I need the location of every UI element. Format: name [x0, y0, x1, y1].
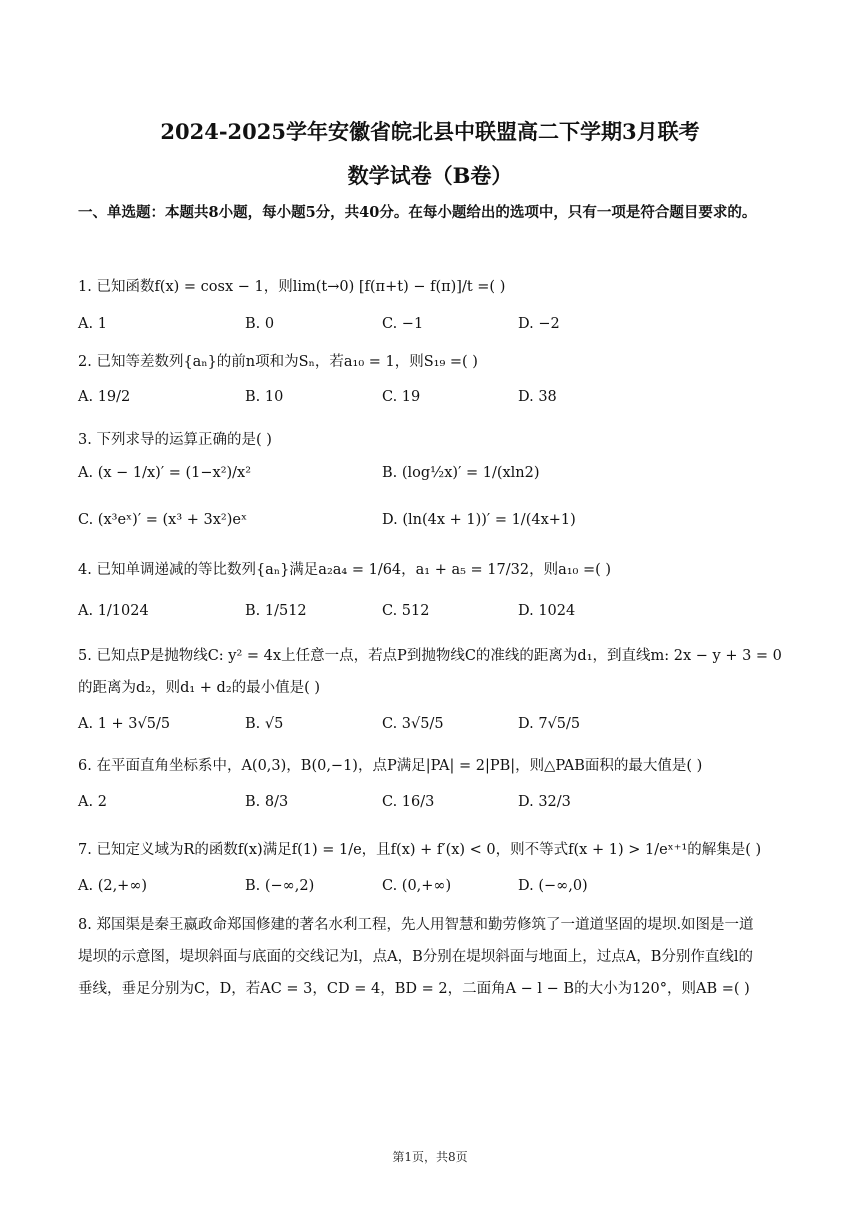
question-3-stem: 3. 下列求导的运算正确的是( )	[78, 432, 272, 448]
page-footer: 第1页，共8页	[392, 1150, 468, 1164]
q6-option-c: C. 16/3	[382, 794, 435, 810]
question-7-stem: 7. 已知定义域为R的函数f(x)满足f(1) = 1/e，且f(x) + f′(x) < 0，则不等式f(x + 1) > 1/eˣ⁺¹的解集是( )	[78, 842, 762, 858]
q7-option-b: B. (−∞,2)	[245, 878, 315, 894]
q5-option-d: D. 7√5/5	[518, 716, 581, 732]
q3-option-c: C. (x³eˣ)′ = (x³ + 3x²)eˣ	[78, 512, 248, 528]
q3-option-d: D. (ln(4x + 1))′ = 1/(4x+1)	[382, 512, 576, 528]
q4-option-d: D. 1024	[518, 603, 576, 619]
question-6-stem: 6. 在平面直角坐标系中，A(0,3)，B(0,−1)，点P满足|PA| = 2|PB|，则△PAB面积的最大值是( )	[78, 758, 703, 774]
question-1-stem: 1. 已知函数f(x) = cosx − 1，则lim(t→0) [f(π+t) − f(π)]/t =( )	[78, 279, 506, 295]
q7-option-d: D. (−∞,0)	[518, 878, 588, 894]
q2-option-b: B. 10	[245, 389, 284, 405]
q1-option-b: B. 0	[245, 316, 275, 332]
question-8-stem-line2: 堤坝的示意图，堤坝斜面与底面的交线记为l，点A，B分别在堤坝斜面与地面上，过点A，B分别作直线l的	[78, 949, 754, 965]
q7-option-a: A. (2,+∞)	[78, 878, 148, 894]
exam-title: 2024-2025学年安徽省皖北县中联盟高二下学期3月联考	[160, 119, 700, 144]
q4-option-a: A. 1/1024	[78, 603, 149, 619]
question-2-stem: 2. 已知等差数列{aₙ}的前n项和为Sₙ，若a₁₀ = 1，则S₁₉ =( )	[78, 354, 478, 370]
q2-option-a: A. 19/2	[78, 389, 131, 405]
section-heading: 一、单选题：本题共8小题，每小题5分，共40分。在每小题给出的选项中，只有一项是符合题目要求的。	[78, 204, 757, 221]
question-4-stem: 4. 已知单调递减的等比数列{aₙ}满足a₂a₄ = 1/64，a₁ + a₅ = 17/32，则a₁₀ =( )	[78, 562, 612, 578]
q6-option-b: B. 8/3	[245, 794, 289, 810]
q5-option-a: A. 1 + 3√5/5	[78, 716, 171, 732]
question-5-stem-line2: 的距离为d₂，则d₁ + d₂的最小值是( )	[78, 680, 321, 696]
q3-option-b: B. (log½x)′ = 1/(xln2)	[382, 465, 540, 481]
q6-option-d: D. 32/3	[518, 794, 571, 810]
q4-option-c: C. 512	[382, 603, 430, 619]
q1-option-c: C. −1	[382, 316, 424, 332]
q2-option-c: C. 19	[382, 389, 421, 405]
q1-option-a: A. 1	[78, 316, 107, 332]
q4-option-b: B. 1/512	[245, 603, 307, 619]
q2-option-d: D. 38	[518, 389, 557, 405]
q5-option-b: B. √5	[245, 716, 284, 732]
question-5-stem-line1: 5. 已知点P是抛物线C: y² = 4x上任意一点，若点P到抛物线C的准线的距离为d₁，到直线m: 2x − y + 3 = 0	[78, 648, 782, 664]
q5-option-c: C. 3√5/5	[382, 716, 444, 732]
question-8-stem-line1: 8. 郑国渠是秦王嬴政命郑国修建的著名水利工程，先人用智慧和勤劳修筑了一道道坚固的堤坝.如图是一道	[78, 917, 754, 933]
q6-option-a: A. 2	[78, 794, 107, 810]
q7-option-c: C. (0,+∞)	[382, 878, 452, 894]
q1-option-d: D. −2	[518, 316, 560, 332]
q3-option-a: A. (x − 1/x)′ = (1−x²)/x²	[78, 465, 252, 481]
exam-subtitle: 数学试卷（B卷）	[347, 163, 513, 188]
question-8-stem-line3: 垂线，垂足分别为C，D，若AC = 3，CD = 4，BD = 2，二面角A − l − B的大小为120°，则AB =( )	[78, 981, 750, 997]
